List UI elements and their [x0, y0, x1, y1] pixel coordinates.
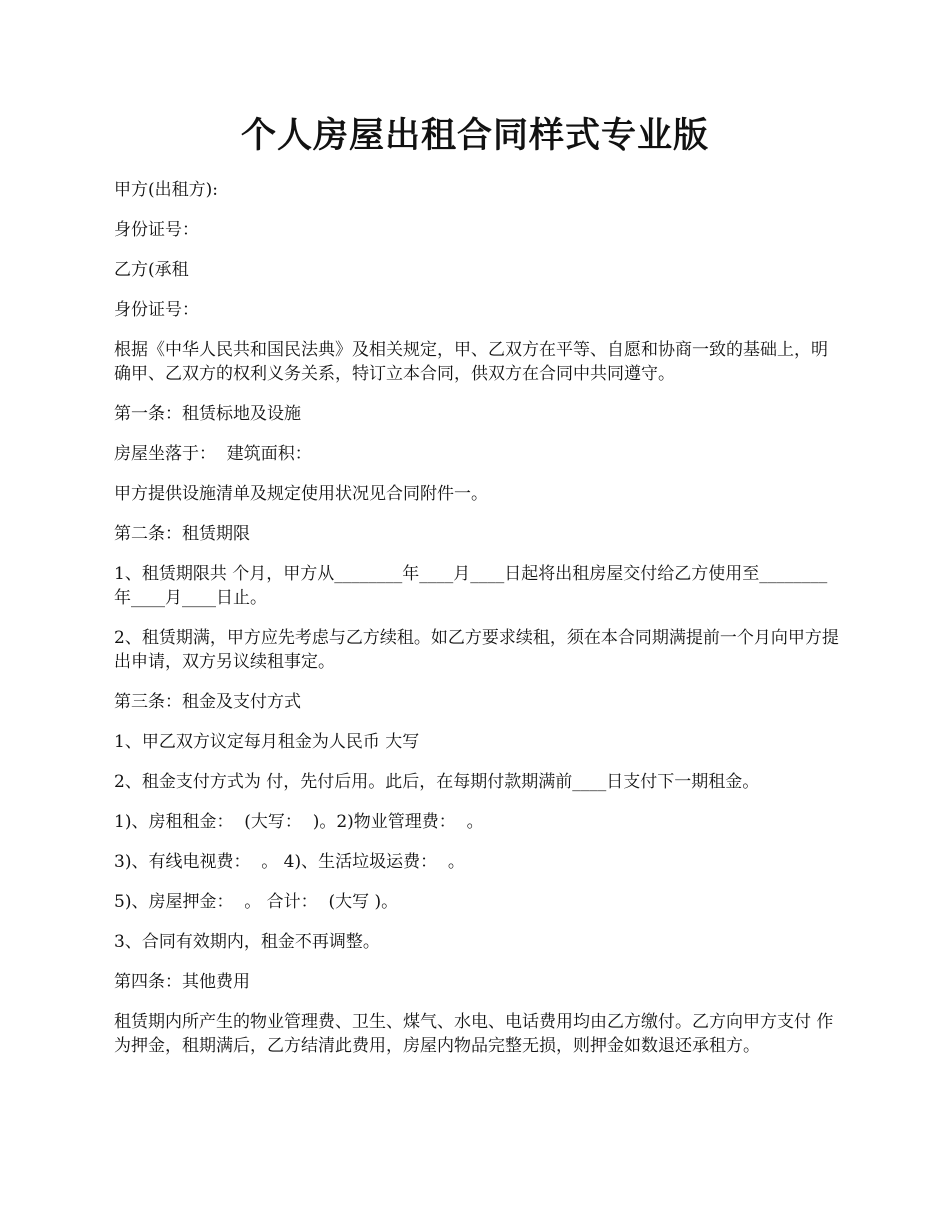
rent-item-line-1: 1)、房租租金： (大写： )。2)物业管理费： 。 — [114, 812, 484, 832]
rent-item-line-2: 3)、有线电视费： 。 4)、生活垃圾运费： 。 — [114, 852, 465, 872]
property-location-line: 房屋坐落于： 建筑面积： — [114, 444, 312, 464]
document-body — [114, 178, 844, 1074]
party-b-label: 乙方(承租 — [114, 260, 189, 280]
article-2-heading: 第二条：租赁期限 — [114, 524, 250, 544]
article-3-heading: 第三条：租金及支付方式 — [114, 692, 301, 712]
rent-item-line-3: 5)、房屋押金： 。 合计： (大写 )。 — [114, 892, 399, 912]
article-1-heading: 第一条：租赁标地及设施 — [114, 404, 301, 424]
rent-clause-3: 3、合同有效期内，租金不再调整。 — [114, 932, 380, 952]
rent-clause-1: 1、甲乙双方议定每月租金为人民币 大写 — [114, 732, 420, 752]
document-title: 个人房屋出租合同样式专业版 — [240, 115, 709, 156]
other-fees-paragraph: 租赁期内所产生的物业管理费、卫生、煤气、水电、电话费用均由乙方缴付。乙方向甲方支付 作为押金，租期满后，乙方结清此费用，房屋内物品完整无损，则押金如数退还承租方。 — [114, 1012, 834, 1056]
preamble-paragraph: 根据《中华人民共和国民法典》及相关规定，甲、乙双方在平等、自愿和协商一致的基础上，明确甲、乙双方的权利义务关系，特订立本合同，供双方在合同中共同遵守。 — [114, 340, 828, 384]
rent-clause-2: 2、租金支付方式为 付，先付后用。此后，在每期付款期满前____日支付下一期租金。 — [114, 772, 760, 792]
facilities-list-line: 甲方提供设施清单及规定使用状况见合同附件一。 — [114, 484, 488, 504]
article-4-heading: 第四条：其他费用 — [114, 972, 250, 992]
party-b-id-label: 身份证号： — [114, 300, 199, 320]
party-a-label: 甲方(出租方): — [114, 180, 218, 200]
party-a-id-label: 身份证号： — [114, 220, 199, 240]
lease-term-clause-2: 2、租赁期满，甲方应先考虑与乙方续租。如乙方要求续租，须在本合同期满提前一个月向甲方提出申请，双方另议续租事定。 — [114, 628, 839, 672]
lease-term-clause-1: 1、租赁期限共 个月，甲方从________年____月____日起将出租房屋交付给乙方使用至________年____月____日止。 — [114, 564, 828, 608]
